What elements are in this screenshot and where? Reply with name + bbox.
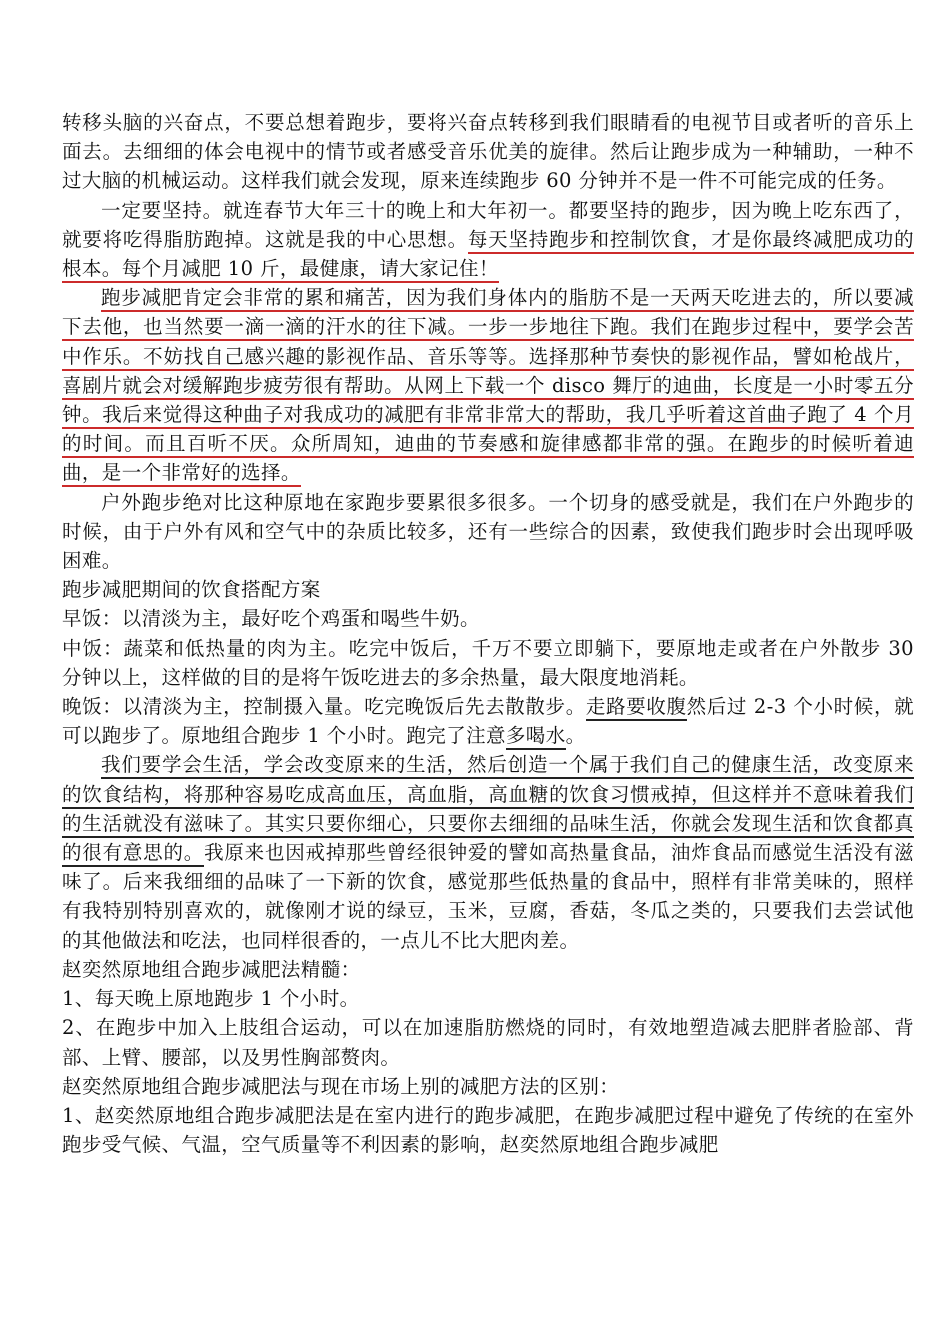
paragraph-outdoor: 户外跑步绝对比这种原地在家跑步要累很多很多。一个切身的感受就是，我们在户外跑步的时候，由于户外有风和空气中的杂质比较多，还有一些综合的因素，致使我们跑步时会出现呼吸困难。 [62, 490, 914, 573]
dinner-text-2: 然后过 2-3 个小时候，就可以跑步了。原地组合跑步 1 个小时。跑完了注意 [62, 695, 914, 748]
diet-breakfast: 早饭：以清淡为主，最好吃个鸡蛋和喝些牛奶。 [62, 607, 480, 631]
dinner-text-1: 晚饭：以清淡为主，控制摄入量。吃完晚饭后先去散散步。 [62, 695, 586, 719]
diet-lunch: 中饭：蔬菜和低热量的肉为主。吃完中饭后，千万不要立即躺下，要原地走或者在户外散步 30 分钟以上，这样做的目的是将午饭吃进去的多余热量，最大限度地消耗。 [62, 636, 914, 689]
dinner-text-3: 。 [565, 724, 586, 748]
paragraph-lifestyle [62, 750, 914, 954]
paragraph-music [62, 283, 914, 487]
method-difference-item-1: 1、赵奕然原地组合跑步减肥法是在室内进行的跑步减肥，在跑步减肥过程中避免了传统的在室外跑步受气候、气温，空气质量等不利因素的影响，赵奕然原地组合跑步减肥 [62, 1103, 914, 1157]
lifestyle-text: 我原来也因戒掉那些曾经很钟爱的譬如高热量食品，油炸食品而感觉生活没有滋味了。后来我细细的品味了一下新的饮食，感觉那些低热量的食品中，照样有非常美味的，照样有我特别特别喜欢的，就像刚才说的绿豆，玉米，豆腐，香菇，冬瓜之类的，只要我们去尝试他的其他做法和吃法，也同样很香的，一点儿不比大肥肉差。 [62, 841, 914, 952]
dinner-underline-1: 走路要收腹 [586, 695, 687, 721]
dinner-underline-2: 多喝水 [506, 724, 566, 750]
diet-heading: 跑步减肥期间的饮食搭配方案 [62, 578, 321, 602]
music-highlight: 跑步减肥肯定会非常的累和痛苦，因为我们身体内的脂肪不是一天两天吃进去的，所以要减下去他，也当然要一滴一滴的汗水的往下减。一步一步地往下跑。我们在跑步过程中，要学会苦中作乐。不妨找自己感兴趣的影视作品、音乐等等。选择那种节奏快的影视作品，譬如枪战片，喜剧片就会对缓解跑步疲劳很有帮助。从网上下载一个 disco 舞厅的迪曲，长度是一小时零五分钟。我后来觉得这种曲子对我成功的减肥有非常非常大的帮助，我几乎听着这首曲子跑了 4 个月的时间。而且百听不厌。众所周知，迪曲的节奏感和旋律感都非常的强。在跑步的时候听着迪曲，是一个非常好的选择。 [62, 286, 914, 487]
paragraph-distraction: 转移头脑的兴奋点，不要总想着跑步，要将兴奋点转移到我们眼睛看的电视节目或者听的音乐上面去。去细细的体会电视中的情节或者感受音乐优美的旋律。然后让跑步成为一种辅助，一种不过大脑的机械运动。这样我们就会发现，原来连续跑步 60 分钟并不是一件不可能完成的任务。 [62, 111, 914, 193]
method-essence-item-1: 1、每天晚上原地跑步 1 个小时。 [62, 987, 360, 1011]
method-difference-heading: 赵奕然原地组合跑步减肥法与现在市场上别的减肥方法的区别： [62, 1074, 620, 1098]
diet-dinner [62, 692, 914, 750]
persistence-text: 一定要坚持。就连春节大年三十的晚上和大年初一。都要坚持的跑步，因为晚上吃东西了，就要将吃得脂肪跑掉。这就是我的中心思想。 [62, 198, 914, 251]
lifestyle-highlight: 我们要学会生活，学会改变原来的生活，然后创造一个属于我们自己的健康生活，改变原来的饮食结构，将那种容易吃成高血压，高血脂，高血糖的饮食习惯戒掉，但这样并不意味着我们的生活就没有滋味了。其实只要你细心，只要你去细细的品味生活，你就会发现生活和饮食都真的很有意思的。 [62, 753, 914, 867]
method-essence-item-2: 2、在跑步中加入上肢组合运动，可以在加速脂肪燃烧的同时，有效地塑造减去肥胖者脸部、背部、上臂、腰部，以及男性胸部赘肉。 [62, 1016, 914, 1069]
persistence-highlight: 每天坚持跑步和控制饮食，才是你最终减肥成功的根本。每个月减肥 10 斤，最健康，请大家记住！ [62, 228, 914, 283]
method-essence-heading: 赵奕然原地组合跑步减肥法精髓： [62, 957, 361, 981]
paragraph-persistence [62, 196, 914, 284]
document-page [62, 108, 914, 1159]
